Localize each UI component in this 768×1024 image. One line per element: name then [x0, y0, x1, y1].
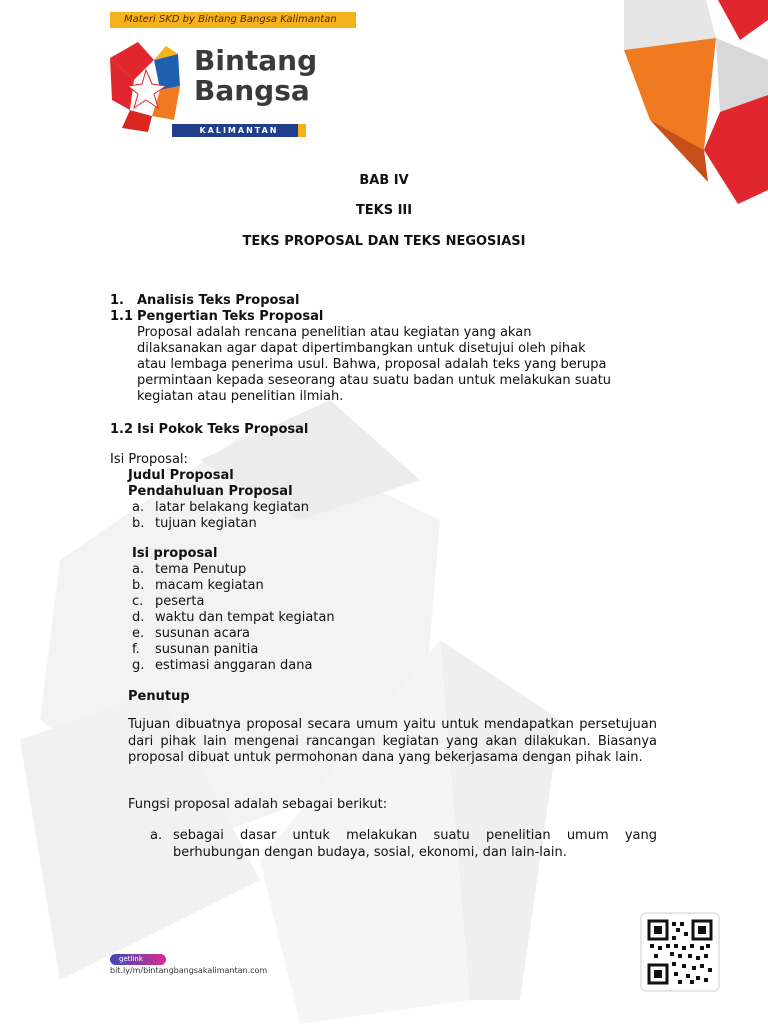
heading-1-text: Analisis Teks Proposal — [137, 293, 300, 308]
star-logo-icon — [108, 40, 192, 134]
list-marker: a. — [132, 562, 145, 577]
definition-line: atau lembaga penerima usul. Bahwa, proposal adalah teks yang berupa — [137, 357, 607, 372]
list-item: macam kegiatan — [155, 578, 264, 593]
tujuan-paragraph: Tujuan dibuatnya proposal secara umum yaitu untuk mendapatkan persetujuan dari pihak lain mengenai rancangan kegiatan yang akan dilakukan. Biasanya proposal dibuat untuk permohonan dana yang bekerjasama dengan pihak lain. — [128, 717, 657, 765]
list-marker: a. — [150, 828, 163, 843]
list-marker: b. — [132, 516, 145, 531]
main-title: TEKS PROPOSAL DAN TEKS NEGOSIASI — [242, 234, 526, 249]
definition-line: dilaksanakan agar dapat dipertimbangkan untuk disetujui oleh pihak — [137, 341, 586, 356]
heading-1-2-number: 1.2 — [110, 422, 134, 437]
list-marker: e. — [132, 626, 145, 641]
definition-line: permintaan kepada seseorang atau suatu badan untuk melakukan suatu — [137, 373, 612, 388]
list-marker: b. — [132, 578, 145, 593]
judul-proposal-heading: Judul Proposal — [128, 468, 234, 483]
list-item: estimasi anggaran dana — [155, 658, 313, 673]
definition-line: Proposal adalah rencana penelitian atau kegiatan yang akan — [137, 325, 532, 340]
footer-link[interactable]: bit.ly/m/bintangbangsakalimantan.com — [110, 966, 268, 975]
list-item: waktu dan tempat kegiatan — [155, 610, 335, 625]
heading-1-number: 1. — [110, 293, 124, 308]
list-item: peserta — [155, 594, 205, 609]
list-item: tema Penutup — [155, 562, 247, 577]
list-item: susunan acara — [155, 626, 250, 641]
pendahuluan-heading: Pendahuluan Proposal — [128, 484, 293, 499]
qr-code[interactable] — [640, 912, 720, 992]
logo-subtitle: KALIMANTAN — [172, 124, 306, 137]
logo-strip-accent — [298, 124, 306, 137]
heading-1-2-text: Isi Pokok Teks Proposal — [137, 422, 309, 437]
logo-word-bangsa: Bangsa — [194, 74, 310, 107]
section-title: TEKS III — [355, 203, 413, 218]
list-marker: f. — [132, 642, 140, 657]
qr-code-icon — [642, 914, 718, 990]
isi-proposal-label: Isi Proposal: — [110, 452, 188, 467]
isi-proposal-heading: Isi proposal — [132, 546, 218, 561]
list-item: latar belakang kegiatan — [155, 500, 310, 515]
chapter-title: BAB IV — [359, 173, 409, 188]
list-marker: a. — [132, 500, 145, 515]
list-item: tujuan kegiatan — [155, 516, 257, 531]
list-marker: g. — [132, 658, 145, 673]
list-item: susunan panitia — [155, 642, 259, 657]
list-marker: d. — [132, 610, 145, 625]
getlink-badge: getlink — [110, 954, 166, 965]
penutup-heading: Penutup — [128, 689, 190, 704]
fungsi-item: sebagai dasar untuk melakukan suatu penelitian umum yang berhubungan dengan budaya, sosial, ekonomi, dan lain-lain. — [173, 828, 657, 860]
logo-word-bintang: Bintang — [194, 44, 318, 77]
heading-1-1-text: Pengertian Teks Proposal — [137, 309, 324, 324]
brand-logo — [108, 40, 318, 140]
definition-line: kegiatan atau penelitian ilmiah. — [137, 389, 344, 404]
heading-1-1-number: 1.1 — [110, 309, 134, 324]
fungsi-intro: Fungsi proposal adalah sebagai berikut: — [128, 797, 388, 812]
top-banner: Materi SKD by Bintang Bangsa Kalimantan — [110, 12, 356, 28]
list-marker: c. — [132, 594, 144, 609]
